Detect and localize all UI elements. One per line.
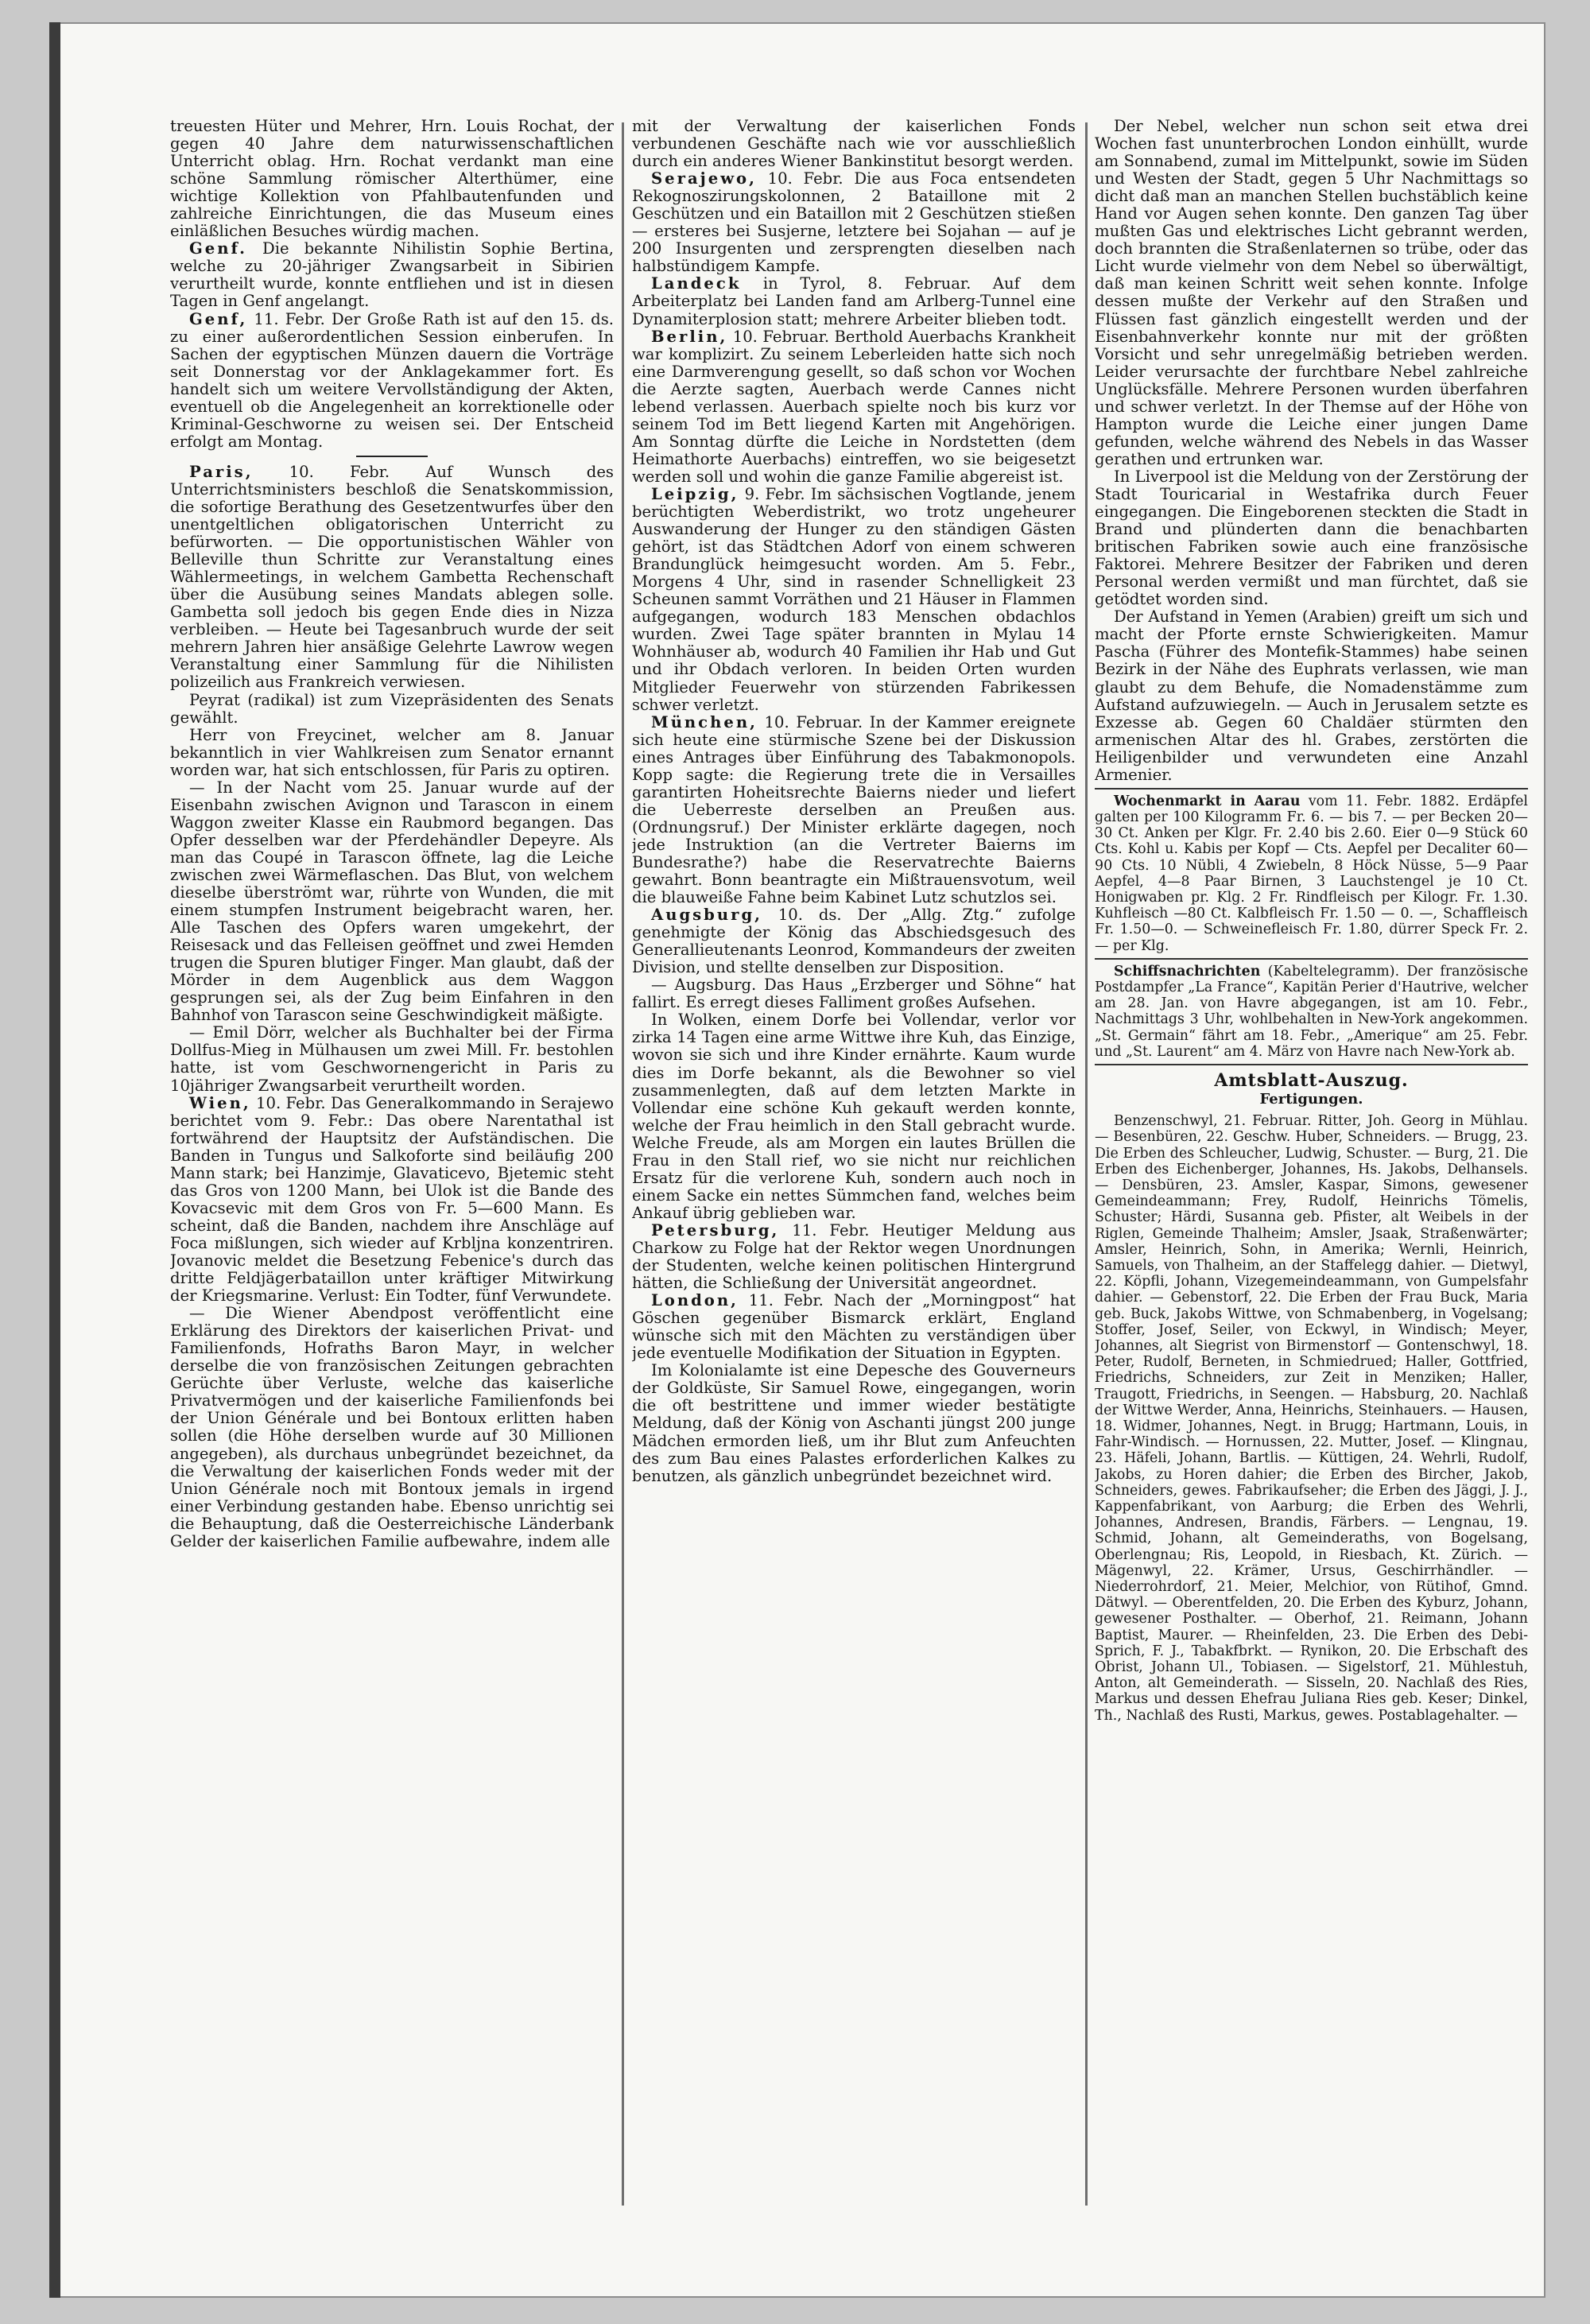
article-text: 11. Febr. Heutiger Meldung aus Charkow zu Folge hat der Rektor wegen Unordnungen der Studenten, welche keinen politischen Hintergrund hätten, die Schließung der Universität angeordnet. [632,1220,1076,1293]
article-paragraph [632,906,1076,976]
article-paragraph [1095,468,1528,608]
article-paragraph [1095,608,1528,783]
article-paragraph [170,692,614,727]
article-text: — Augsburg. Das Haus „Erzberger und Söhne“ hat fallirt. Es erregt dieses Falliment großes Aufsehen. [632,976,1076,1012]
dateline: Paris, [189,462,254,481]
article-paragraph [170,1305,614,1550]
article-text: In Liverpool ist die Meldung von der Zerstörung der Stadt Touricarial in Westafrika durch Feuer eingegangen. Die Eingeborenen steckten die Stadt in Brand und plünderten dann die benachbarten britischen Fabriken sowie auch eine französische Faktorei. Mehrere Besitzer der Fabriken und deren Personal werden vermißt und man fürchtet, daß sie getödtet worden sind. [1095,467,1528,609]
article-paragraph [632,170,1076,275]
article-text: — Die Wiener Abendpost veröffentlicht eine Erklärung des Direktors der kaiserlichen Privat- und Familienfonds, Hofraths Baron Mayr, in welcher derselbe die von französischen Zeitungen gebrachten Gerüchte über Verluste, welche das kaiserliche Privatvermögen und der kaiserliche Familienfonds bei der Union Générale und bei Bontoux erlitten haben sollen (die Höhe derselben wurde auf 30 Millionen angegeben), als durchaus unbegründet bezeichnet, da die Verwaltung der kaiserlichen Fonds weder mit der Union Générale noch mit Bontoux jemals in irgend einer Verbindung gestanden habe. Ebenso unrichtig sei die Behauptung, daß die Oesterreichische Länderbank Gelder der kaiserlichen Familie aufbewahre, indem alle [170,1304,614,1550]
column-2 [632,118,1076,2201]
dateline: Augsburg, [651,906,762,925]
article-text: Im Kolonialamte ist eine Depesche des Gouverneurs der Goldküste, Sir Samuel Rowe, eingegangen, worin die oft bestrittene und immer wieder bestätigte Meldung, daß der König von Aschanti jüngst 200 junge Mädchen ermorden ließ, um ihr Blut zum Anfeuchten des zum Bau eines Palastes erforderlichen Kalkes zu benutzen, als gänzlich unbegründet bezeichnet wird. [632,1361,1076,1485]
column-rule [1085,122,1088,2206]
article-text: 10. Febr. Auf Wunsch des Unterrichtsministers beschloß die Senatskommission, die sofortige Berathung des Gesetzentwurfes über den unentgeltlichen obligatorischen Unterricht zu befürworten. — Die opportunistischen Wähler von Belleville thun Schritte zur Veranstaltung eines Wählermeetings, in welchem Gambetta Rechenschaft über die Ausübung seines Mandats ablegen solle. Gambetta soll jedoch bis gegen Ende dies in Nizza verbleiben. — Heute bei Tagesanbruch wurde der seit mehrern Jahren hier ansäßige Gelehrte Lawrow wegen Veranstaltung einer Sammlung für die Nihilisten polizeilich aus Frankreich verwiesen. [170,462,614,692]
article-paragraph [632,1292,1076,1362]
article-paragraph [632,1222,1076,1292]
article-text: 10. Februar. In der Kammer ereignete sich heute eine stürmische Szene bei der Diskussion eines Antrages über Einführung des Tabakmonopols. Kopp sagte: die Regierung trete die in Versailles garantirten Hoheitsrechte Baierns nieder und liefert die Ueberreste derselben an Preußen aus. (Ordnungsruf.) Der Minister erklärte dagegen, noch jede Instruktion (an die Vertreter Baierns im Bundesrathe?) habe die Reservatrechte Baierns gewahrt. Bonn beantragte ein Mißtrauensvotum, weil die blauweiße Fahne beim Kabinet Lutz schutzlos sei. [632,712,1076,907]
article-text: Benzenschwyl, 21. Februar. Ritter, Joh. Georg in Mühlau. — Besenbüren, 22. Geschw. Huber, Schneiders. — Brugg, 23. Die Erben des Schleucher, Ludwig, Schuster. — Burg, 21. Die Erben des Eichenberger, Johannes, Hs. Jakobs, Delhansels. — Densbüren, 23. Amsler, Kaspar, Simons, gewesener Gemeindeammann; Frey, Rudolf, Heinrichs Tömelis, Schuster; Härdi, Susanna geb. Pfister, alt Weibels in der Riglen, Gemeinde Thalheim; Amsler, Jsaak, Straßenwärter; Amsler, Heinrich, Sohn, in Amerika; Wernli, Heinrich, Samuels, von Thalheim, an der Staffelegg dahier. — Dietwyl, 22. Köpfli, Johann, Vizegemeindeammann, von Gumpelsfahr dahier. — Gebenstorf, 22. Die Erben der Frau Buck, Maria geb. Buck, Jakobs Wittwe, von Schmabenberg, in Vogelsang; Stoffer, Josef, Seiler, von Eckwyl, in Windisch; Meyer, Johannes, alt Siegrist von Birmenstorf — Gontenschwyl, 18. Peter, Rudolf, Berneten, in Schmiedrued; Haller, Gottfried, Friedrichs, Schneiders, zur Zeit in Menziken; Haller, Traugott, Friedrichs, in Seengen. — Habsburg, 20. Nachlaß der Wittwe Werder, Anna, Heinrichs, Steinhauers. — Hausen, 18. Widmer, Johannes, Negt. in Brugg; Hartmann, Louis, in Fahr-Windisch. — Hornussen, 22. Mutter, Josef. — Klingnau, 23. Häfeli, Johann, Bartlis. — Küttigen, 24. Wehrli, Rudolf, Jakobs, zu Horen dahier; die Erben des Bircher, Jakob, Schneiders, gewes. Fabrikaufseher; die Erben des Jäggi, J. J., Kappenfabrikant, von Aarburg; die Erben des Wehrli, Johannes, Andresen, Brandis, Färbers. — Lengnau, 19. Schmid, Johann, alt Gemeinderaths, von Bogelsang, Oberlengnau; Ris, Leopold, in Riesbach, Kt. Zürich. — Mägenwyl, 22. Krämer, Ursus, Geschirrhändler. — Niederrohrdorf, 21. Meier, Melchior, von Rütihof, Gmnd. Dätwyl. — Oberentfelden, 20. Die Erben des Kyburz, Johann, gewesener Posthalter. — Oberhof, 21. Reimann, Johann Baptist, Maurer. — Rheinfelden, 23. Die Erben des Debi-Sprich, F. J., Tabakfbrkt. — Rynikon, 20. Die Erbschaft des Obrist, Johann Ul., Tobiasen. — Sigelstorf, 21. Mühlestuh, Anton, alt Gemeinderath. — Sisseln, 20. Nachlaß des Ries, Markus und dessen Ehefrau Juliana Ries geb. Keser; Dinkel, Th., Nachlaß des Rusti, Markus, gewes. Postablagehalter. — [1095,1113,1528,1724]
dateline: Serajewo, [651,169,757,188]
article-paragraph [170,1024,614,1094]
article-paragraph [170,118,614,240]
column-1 [170,118,614,2201]
section-rule [1095,788,1528,790]
article-text: Peyrat (radikal) ist zum Vizepräsidenten des Senats gewählt. [170,690,614,727]
article-paragraph [632,275,1076,328]
article-text: vom 11. Febr. 1882. Erdäpfel galten per 100 Kilogramm Fr. 6. — bis 7. — per Becken 20—30 Ct. Anken per Klgr. Fr. 2.40 bis 2.60. Eier 0—9 Stück 60 Cts. Kohl u. Kabis per Kopf — Cts. Aepfel per Decaliter 60—90 Cts. 10 Nübli, 4 Zwiebeln, 8 Höck Nüsse, 5—9 Paar Aepfel, 4—8 Paar Birnen, 3 Lauchstengel je 10 Ct. Honigwaben pr. Klg. 2 Fr. Rindfleisch per Kilogr. Fr. 1.30. Kuhfleisch —80 Ct. Kalbfleisch Fr. 1.50 — 0. —, Schaffleisch Fr. 1.50—0. — Schweinefleisch Fr. 1.80, dürrer Speck Fr. 2. — per Klg. [1095,793,1528,954]
page-binding-edge [49,22,60,2298]
section-heading: Amtsblatt-Auszug. [1214,1070,1409,1092]
article-paragraph [170,464,614,692]
article-text: in Tyrol, 8. Februar. Auf dem Arbeiterplatz bei Landen fand am Arlberg-Tunnel eine Dynamiterplosion statt; mehrere Arbeiter blieben todt. [632,274,1076,328]
article-paragraph [632,1011,1076,1222]
dateline: München, [651,712,758,731]
section-separator [356,456,428,457]
dateline: Landeck [651,274,742,293]
dateline: Berlin, [651,327,728,346]
section-subheading: Fertigungen. [1259,1091,1363,1108]
article-text: Die bekannte Nihilistin Sophie Bertina, welche zu 20-jähriger Zwangsarbeit in Sibirien verurtheilt wurde, konnte entfliehen und ist in diesen Tagen in Genf angelangt. [170,239,614,311]
text-columns [170,118,1528,2201]
article-text: Der Nebel, welcher nun schon seit etwa drei Wochen fast ununterbrochen London einhüllt, wurde am Sonnabend, zumal im Mittelpunkt, sowie im Süden und Westen der Stadt, gegen 5 Uhr Nachmittags so dicht daß man an manchen Stellen buchstäblich keine Hand vor Augen sehen konnte. Den ganzen Tag über mußten Gas und elektrisches Licht gebrannt werden, doch brannten die Straßenlaternen so trübe, oder das Licht wurde vielmehr von dem Nebel so überwältigt, daß man keinen Schritt weit sehen konnte. Infolge dessen mußte der Verkehr auf den Straßen und Flüssen fast gänzlich eingestellt werden und der Eisenbahnverkehr konnte nur mit der größten Vorsicht und sehr unregelmäßig betrieben werden. Leider verursachte der furchtbare Nebel zahlreiche Unglücksfälle. Mehrere Personen wurden überfahren und schwer verletzt. In der Themse auf der Höhe von Hampton wurde die Leiche einer jungen Dame gefunden, welche während des Nebels in das Wasser gerathen und ertrunken war. [1095,118,1528,468]
article-text: 10. ds. Der „Allg. Ztg.“ zufolge genehmigte der König das Abschiedsgesuch des Generallieutenants Leonrod, Kommandeurs der zweiten Division, und stellte denselben zur Disposition. [632,906,1076,977]
article-text: 10. Febr. Das Generalkommando in Serajewo berichtet vom 9. Febr.: Das obere Narentathal ist fortwährend der Hauptsitz der Aufständischen. Die Banden in Tungus und Salkoforte sind beiläufig 200 Mann stark; bei Hanzimje, Glavaticevo, Bjetemic steht das Gros von 1200 Mann, bei Ulok ist die Bande des Kovacsevic mit dem Gros von Fr. 5—600 Mann. Es scheint, daß die Banden, nachdem ihre Anschläge auf Foca mißlungen, sich wieder auf Krbljna konzentriren. Jovanovic meldet die Besetzung Febenice's durch das dritte Feldjägerbataillon unter kräftiger Mitwirkung der Kriegsmarine. Verlust: Ein Todter, fünf Verwundete. [170,1093,614,1306]
section-rule [1095,958,1528,960]
dateline: Petersburg, [651,1220,780,1240]
article-paragraph [170,240,614,310]
article-paragraph [170,727,614,779]
article-paragraph [170,1095,614,1306]
section-rule [1095,1064,1528,1065]
article-paragraph [170,779,614,1025]
article-text: Der Aufstand in Yemen (Arabien) greift um sich und macht der Pforte ernste Schwierigkeiten. Mamur Pascha (Führer des Montefik-Stammes) habe seinen Bezirk in der Nähe des Euphrats verlassen, wie man glaubt zu dem Behufe, die Nomadenstämme zum Aufstand aufzuwiegeln. — Auch in Jerusalem setzte es Exzesse ab. Gegen 60 Chaldäer stürmten den armenischen Altar des hl. Grabes, zerstörten die Heiligenbilder und verwundeten eine Anzahl Armenier. [1095,607,1528,784]
dateline: Leipzig, [651,484,739,503]
dateline: London, [651,1291,739,1310]
article-paragraph [1095,118,1528,468]
article-text: (Kabeltelegramm). Der französische Postdampfer „La France“, Kapitän Perier d'Hautrive, welcher am 28. Jan. von Havre abgegangen, ist am 10. Febr., Nachmittags 3 Uhr, wohlbehalten in New-York angekommen. „St. Germain“ fährt am 18. Febr., „Amerique“ am 25. Febr. und „St. Laurent“ am 4. März von Havre nach New-York ab. [1095,963,1528,1060]
article-text: In Wolken, einem Dorfe bei Vollendar, verlor vor zirka 14 Tagen eine arme Wittwe ihre Kuh, das Einzige, wovon sie sich und ihre Kinder ernährte. Kaum wurde dies im Dorfe bekannt, als die Bewohner so viel zusammenlegten, daß auf dem letzten Markte in Vollendar eine schöne Kuh gekauft werden konnte, welche der Frau heimlich in den Stall gebracht wurde. Welche Freude, als am Morgen ein lautes Brüllen die Frau in den Stall rief, wo sie nicht nur reichlichen Ersatz für die verlorene Kuh, sondern auch noch in einem Sacke ein nettes Sümmchen fand, welches beim Ankauf übrig geblieben war. [632,1011,1076,1222]
article-text: Herr von Freycinet, welcher am 8. Januar bekanntlich in vier Wahlkreisen zum Senator ernannt worden war, hat sich entschlossen, für Paris zu optiren. [170,725,614,779]
article-paragraph [632,118,1076,170]
article-paragraph [632,714,1076,907]
dateline: Genf, [189,309,248,328]
article-text: 11. Febr. Nach der „Morningpost“ hat Göschen gegenüber Bismarck erklärt, England wünsche sich mit den Mächten zu verständigen über jede eventuelle Modifikation der Situation in Egypten. [632,1291,1076,1363]
newspaper-page [49,22,1545,2298]
dateline: Wien, [189,1093,251,1112]
article-paragraph [632,486,1076,714]
article-paragraph [170,311,614,451]
article-text: 9. Febr. Im sächsischen Vogtlande, jenem berüchtigten Weberdistrikt, wo trotz ungeheurer Auswanderung der Hunger zu den ständigen Gästen gehört, ist das Städtchen Adorf von einem schweren Brandunglück heimgesucht worden. Am 5. Febr., Morgens 4 Uhr, sind in rasender Schnelligkeit 23 Scheunen sammt Vorräthen und 21 Häuser in Flammen aufgegangen, wodurch 183 Menschen obdachlos wurden. Zwei Tage später brannten in Mylau 14 Wohnhäuser ab, wodurch 40 Familien ihr Hab und Gut und ihr Obdach verloren. In beiden Orten wurden Mitglieder Feuerwehr von stürzenden Fabrikessen schwer verletzt. [632,484,1076,714]
article-paragraph [632,976,1076,1011]
notice-title: Schiffsnachrichten [1114,963,1261,980]
article-paragraph [632,328,1076,486]
article-text: 11. Febr. Der Große Rath ist auf den 15. ds. zu einer außerordentlichen Session einberufen. In Sachen der egyptischen Münzen dauern die Vorträge seit Donnerstag vor der Anklagekammer fort. Es handelt sich um weitere Vervollständigung der Akten, eventuell ob die Angelegenheit an korrektionelle oder Kriminal-Geschworne zu weisen sei. Der Entscheid erfolgt am Montag. [170,309,614,451]
article-text: 10. Febr. Die aus Foca entsendeten Rekognoszirungskolonnen, 2 Bataillone mit 2 Geschützen und ein Bataillon mit 2 Geschützen stießen — ersteres bei Susjerne, letztere bei Sojahan — auf je 200 Insurgenten und zersprengten dieselben nach halbstündigem Kampfe. [632,169,1076,276]
article-paragraph [632,1362,1076,1484]
article-paragraph [1095,793,1528,954]
article-text: mit der Verwaltung der kaiserlichen Fonds verbundenen Geschäfte nach wie vor ausschließlich durch ein anderes Wiener Bankinstitut besorgt werden. [632,118,1076,171]
article-paragraph [1095,1113,1528,1724]
dateline: Genf. [189,239,247,258]
article-text: — In der Nacht vom 25. Januar wurde auf der Eisenbahn zwischen Avignon und Tarascon in einem Waggon zweiter Klasse ein Raubmord begangen. Das Opfer desselben war der Pferdehändler Depeyre. Als man das Coupé in Tarascon öffnete, lag die Leiche zwischen zwei Wärmeflaschen. Das Blut, von welchem dieselbe überströmt war, rührte von Wunden, die mit einem stumpfen Instrument beigebracht waren, her. Alle Taschen des Opfers waren umgekehrt, der Reisesack und das Felleisen geöffnet und zwei Hemden trugen die Spuren blutiger Finger. Man glaubt, daß der Mörder in dem Augenblick aus dem Waggon gesprungen sei, als der Zug beim Einfahren in den Bahnhof von Tarascon seine Geschwindigkeit mäßigte. [170,778,614,1025]
notice-title: Wochenmarkt in Aarau [1114,793,1301,809]
article-text: treuesten Hüter und Mehrer, Hrn. Louis Rochat, der gegen 40 Jahre dem naturwissenschaftlichen Unterricht oblag. Hrn. Rochat verdankt man eine schöne Sammlung römischer Alterthümer, eine wichtige Kollektion von Pfahlbautenfunden und zahlreiche Einrichtungen, die das Museum eines einläßlichen Besuches würdig machen. [170,118,614,241]
article-text: 10. Februar. Berthold Auerbachs Krankheit war komplizirt. Zu seinem Leberleiden hatte sich noch eine Darmverengung gesellt, so daß schon vor Wochen die Aerzte sagten, Auerbach werde Cannes nicht lebend verlassen. Auerbach spielte noch bis kurz vor seinem Tod im Bett liegend Karten mit Angehörigen. Am Sonntag dürfte die Leiche in Nordstetten (dem Heimathorte Auerbachs) eintreffen, wo sie beigesetzt werden soll und wohin die ganze Familie abgereist ist. [632,327,1076,486]
column-3 [1095,118,1528,2201]
column-rule [622,122,624,2206]
article-text: — Emil Dörr, welcher als Buchhalter bei der Firma Dollfus-Mieg in Mülhausen um zwei Mill. Fr. bestohlen hatte, ist vom Geschwornengericht in Paris zu 10jähriger Zwangsarbeit verurtheilt worden. [170,1023,614,1095]
article-paragraph [1095,964,1528,1060]
